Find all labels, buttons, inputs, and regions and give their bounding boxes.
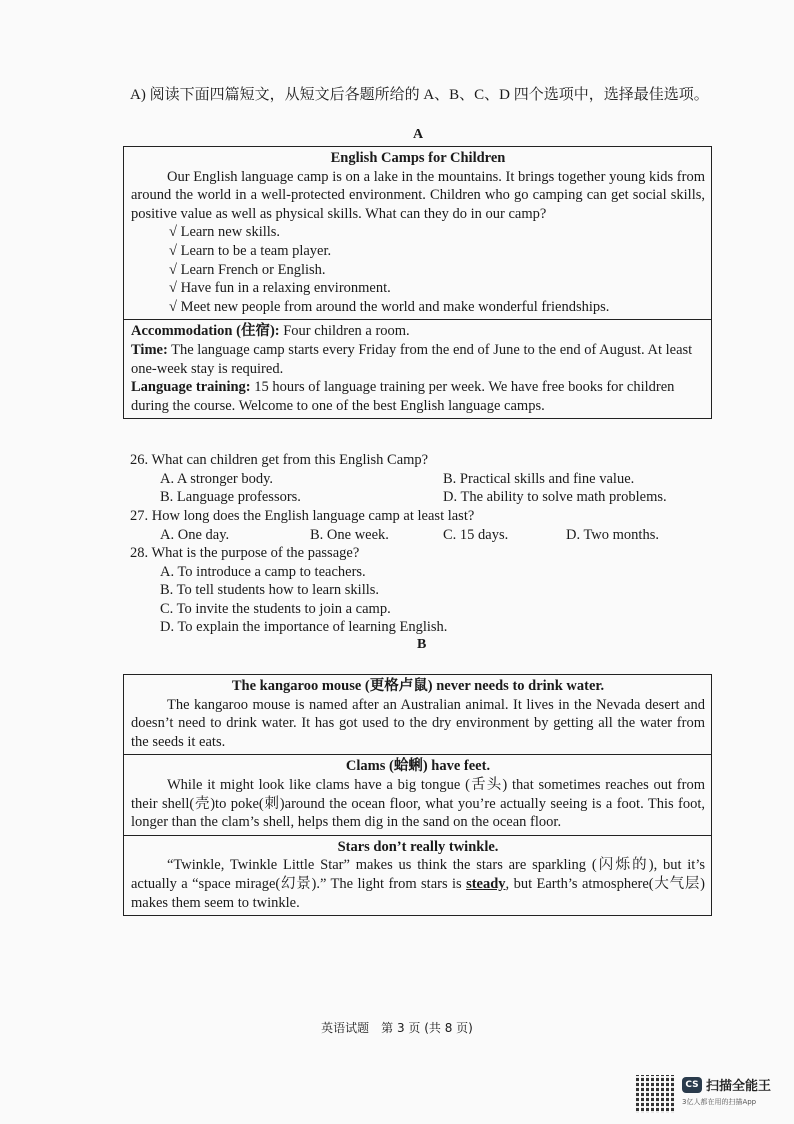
- fact-text: The kangaroo mouse is named after an Australian animal. It lives in the Nevada desert and doesn’t need to drink water. It has got used to the dry environment by getting all the water from the seeds it eats.: [131, 696, 705, 750]
- instructions: A) 阅读下面四篇短文，从短文后各题所给的 A、B、C、D 四个选项中，选择最佳选项。: [130, 87, 709, 103]
- fact-stars: [124, 835, 711, 915]
- accommodation-label: Accommodation (住宿):: [131, 323, 280, 340]
- option[interactable]: D. To explain the importance of learning English.: [160, 619, 448, 636]
- footer-subject: 英语试题: [321, 1021, 370, 1035]
- passage-a-title: English Camps for Children: [330, 150, 506, 166]
- section-b-letter: B: [417, 637, 427, 652]
- passage-a-main: [124, 147, 711, 319]
- time-text: The language camp starts every Friday from the end of June to the end of August. At least one-week stay is required.: [131, 341, 693, 377]
- watermark-tagline: 3亿人都在用的扫描App: [682, 1098, 757, 1106]
- accommodation-text: Four children a room.: [279, 323, 410, 340]
- question-27: [130, 507, 710, 544]
- options-row: [130, 526, 710, 545]
- training-label: Language training:: [131, 379, 251, 396]
- fact-title: Stars don’t really twinkle.: [337, 838, 499, 855]
- training-line: [131, 378, 705, 415]
- watermark-name: 扫描全能王: [706, 1079, 772, 1094]
- option[interactable]: B. Practical skills and fine value.: [443, 470, 635, 487]
- fact-text: [131, 856, 705, 912]
- option[interactable]: C. 15 days.: [443, 526, 509, 543]
- training-text: 15 hours of language training per week. We have free books for children during the course. Welcome to one of the best English language camps.: [131, 379, 675, 414]
- option[interactable]: B. Language professors.: [160, 489, 301, 506]
- passage-b-box: [123, 674, 712, 916]
- fact-clams: [124, 754, 711, 834]
- fact-text-before: “Twinkle, Twinkle Little Star” makes us think the stars are sparkling (闪烁的), but it’s actually a “space mirage(幻景).” The light from stars is: [131, 857, 705, 892]
- underlined-word: steady: [466, 875, 506, 892]
- question-26: [130, 451, 710, 507]
- option[interactable]: A. One day.: [160, 526, 230, 543]
- checklist-item: √ Learn French or English.: [169, 261, 326, 278]
- fact-kangaroo-mouse: [124, 675, 711, 754]
- question-stem: 28. What is the purpose of the passage?: [130, 545, 360, 561]
- question-stem: 26. What can children get from this English Camp?: [130, 452, 429, 468]
- checklist-item: √ Learn to be a team player.: [169, 242, 332, 259]
- passage-a-details: [124, 319, 711, 418]
- scanner-watermark: [636, 1075, 794, 1115]
- time-line: [131, 341, 705, 378]
- option[interactable]: A. To introduce a camp to teachers.: [160, 563, 366, 580]
- option[interactable]: D. The ability to solve math problems.: [443, 489, 667, 506]
- option[interactable]: B. One week.: [310, 526, 389, 543]
- question-stem: 27. How long does the English language camp at least last?: [130, 508, 475, 524]
- passage-a-box: [123, 146, 712, 419]
- option[interactable]: B. To tell students how to learn skills.: [160, 582, 380, 599]
- options-row: [130, 470, 710, 489]
- option[interactable]: A. A stronger body.: [160, 470, 274, 487]
- checklist-item: √ Learn new skills.: [169, 224, 281, 241]
- question-28: [130, 544, 710, 637]
- accommodation-line: [131, 322, 705, 341]
- option[interactable]: C. To invite the students to join a camp.: [160, 600, 391, 617]
- section-a-letter: A: [413, 127, 424, 142]
- qr-code-icon: [636, 1075, 674, 1113]
- fact-text: While it might look like clams have a big tongue (舌头) that sometimes reaches out from their shell(壳)to poke(刺)around the ocean floor, what you’re actually seeing is a foot. This foot, longer than the clam’s shell, helps them dig in the sand on the ocean floor.: [131, 776, 705, 831]
- page-footer: [0, 1019, 794, 1036]
- options-row: [130, 488, 710, 507]
- checklist-item: √ Meet new people from around the world and make wonderful friendships.: [169, 298, 610, 315]
- time-label: Time:: [131, 341, 168, 358]
- fact-text-after: , but Earth’s atmosphere(大气层) makes them seem to twinkle.: [131, 875, 705, 911]
- camscanner-logo: CS: [682, 1077, 702, 1093]
- fact-title: Clams (蛤蜊) have feet.: [345, 758, 491, 775]
- footer-page-number: 第 3 页 (共 8 页): [381, 1021, 473, 1035]
- checklist-item: √ Have fun in a relaxing environment.: [169, 280, 391, 297]
- passage-a-paragraph: Our English language camp is on a lake in the mountains. It brings together young kids from around the world in a well-protected environment. Children who go camping can get social skills, positive value as well as physical skills. What can they do in our camp?: [131, 168, 705, 222]
- fact-title: The kangaroo mouse (更格卢鼠) never needs to drink water.: [231, 678, 605, 694]
- option[interactable]: D. Two months.: [566, 526, 659, 543]
